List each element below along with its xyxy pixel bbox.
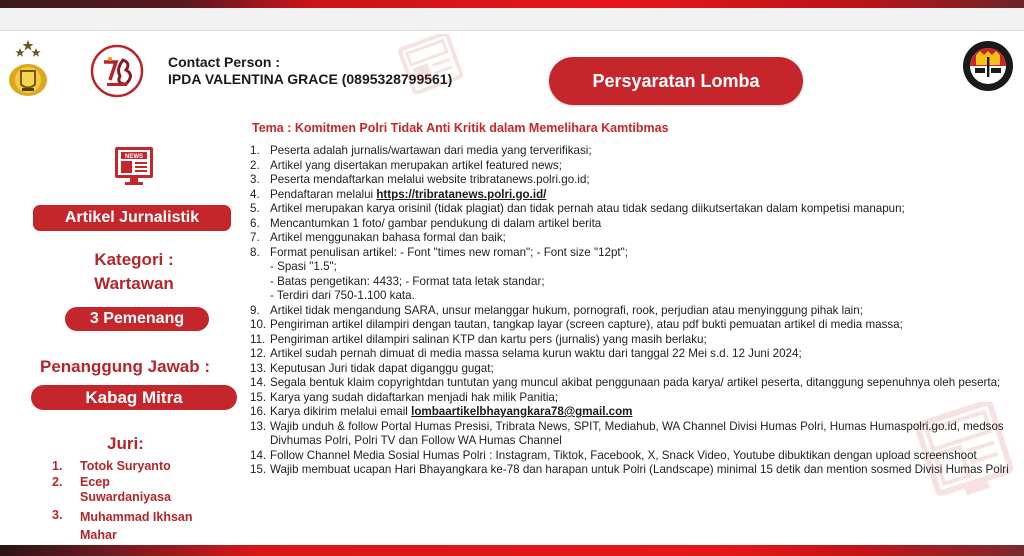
requirement-text	[270, 318, 1010, 333]
juri-number: 3.	[52, 507, 63, 522]
tema-heading: Tema : Komitmen Polri Tidak Anti Kritik dalam Memelihara Kamtibmas	[252, 121, 669, 135]
requirement-item	[250, 159, 1010, 174]
requirement-text-body: - Batas pengetikan: 4433; - Format tata letak standar;	[270, 274, 545, 288]
requirement-number: 15.	[250, 463, 267, 476]
requirement-text-body: Peserta adalah jurnalis/wartawan dari media yang terverifikasi;	[270, 144, 592, 157]
top-banner-band	[0, 0, 1024, 8]
requirement-text	[270, 260, 1010, 275]
requirement-item	[250, 275, 1010, 290]
requirement-number: 2.	[250, 158, 260, 172]
requirement-item	[250, 202, 1010, 217]
requirement-text	[270, 376, 1010, 391]
juri-name: Ecep Suwardaniyasa	[80, 474, 172, 504]
requirement-text	[270, 463, 1010, 478]
news-icon-text: NEWS	[125, 154, 143, 160]
requirement-text	[270, 289, 1010, 304]
requirement-item	[250, 318, 1010, 333]
requirement-item	[250, 333, 1010, 348]
requirement-text-body: Pengiriman artikel dilampiri salinan KTP dan kartu pers (jurnalis) yang masih berlaku;	[270, 332, 707, 346]
requirement-text-body: Pengiriman artikel dilampiri dengan tautan, tangkap layar (screen capture), atau pdf bukti pemuatan artikel di media massa;	[270, 318, 903, 331]
header-strip	[0, 8, 1024, 31]
requirement-number: 4.	[250, 187, 260, 201]
requirement-item	[250, 173, 1010, 188]
bottom-banner-band	[0, 545, 1024, 556]
requirement-number: 1.	[250, 144, 260, 157]
email-link[interactable]: lombaartikelbhayangkara78@gmail.com	[411, 405, 633, 418]
requirement-item	[250, 260, 1010, 275]
requirement-text-body: Artikel merupakan karya orisinil (tidak plagiat) dan tidak pernah atau tidak sedang diikutsertakan dalam kompetisi manapun;	[270, 202, 905, 215]
requirement-item	[250, 217, 1010, 232]
requirement-item	[250, 246, 1010, 261]
requirement-text-body: Wajib membuat ucapan Hari Bhayangkara ke-78 dan harapan untuk Polri (Landscape) minimal 15 detik dan mention sosmed Divisi Humas Polri	[270, 463, 1009, 476]
requirement-text-body: Format penulisan artikel: - Font "times new roman"; - Font size "12pt";	[270, 245, 628, 259]
requirement-item	[250, 347, 1010, 362]
news-watermark-icon	[398, 34, 464, 94]
requirement-number: 10.	[250, 318, 267, 331]
requirement-text-body: Pendaftaran melalui	[270, 187, 377, 201]
requirement-item	[250, 289, 1010, 304]
requirement-text-body: Karya dikirim melalui email	[270, 405, 412, 418]
requirement-item	[250, 188, 1010, 203]
requirement-text	[270, 449, 1010, 464]
juri-item	[52, 508, 240, 544]
juri-item	[52, 459, 240, 475]
juri-item	[52, 475, 240, 506]
requirement-item	[250, 391, 1010, 406]
requirement-number: 13.	[250, 361, 267, 375]
requirement-number: 11.	[250, 332, 266, 346]
requirement-text	[270, 202, 1010, 217]
requirement-text-body: Wajib unduh & follow Portal Humas Presisi, Tribrata News, SPIT, Mediahub, WA Channel Divisi Humas Polri, Humas Humaspolri.go.id, medsos Divhumas Polri, Polri TV dan Follow WA Humas Channel	[270, 419, 1004, 447]
requirement-text	[270, 391, 1010, 406]
requirement-text-body: Artikel menggunakan bahasa formal dan baik;	[270, 231, 506, 244]
juri-name: Muhammad Ikhsan Mahar	[80, 509, 193, 542]
requirement-text	[270, 405, 1010, 420]
requirement-text-body: - Spasi "1.5";	[270, 260, 337, 273]
requirement-item	[250, 362, 1010, 377]
requirement-text	[270, 231, 1010, 246]
requirement-text	[270, 144, 1010, 159]
requirement-text-body: Follow Channel Media Sosial Humas Polri : Instagram, Tiktok, Facebook, X, Snack Video, Youtube dibuktikan dengan upload screenshoot	[270, 448, 977, 462]
divhumas-emblem-logo	[962, 40, 1014, 92]
requirement-text	[270, 173, 1010, 188]
requirement-number: 7.	[250, 231, 260, 244]
requirement-text	[270, 188, 1010, 203]
requirement-text	[270, 304, 1010, 319]
requirement-text-body: Artikel tidak mengandung SARA, unsur melanggar hukum, pornografi, rook, perjudian atau menyinggung pihak lain;	[270, 303, 863, 317]
requirement-item	[250, 405, 1010, 420]
contact-label: Contact Person :	[168, 54, 281, 70]
registration-link[interactable]: https://tribratanews.polri.go.id/	[376, 187, 547, 201]
requirement-number: 9.	[250, 303, 260, 317]
requirement-text	[270, 347, 1010, 362]
juri-number: 2.	[52, 474, 63, 489]
requirement-text-body: - Terdiri dari 750-1.100 kata.	[270, 289, 415, 302]
requirement-number: 6.	[250, 216, 260, 230]
requirement-item	[250, 304, 1010, 319]
requirement-item	[250, 231, 1010, 246]
requirement-text-body: Artikel yang disertakan merupakan artikel featured news;	[270, 158, 562, 172]
requirement-item	[250, 449, 1010, 464]
requirements-list	[250, 144, 1010, 478]
persyaratan-lomba-button[interactable]: Persyaratan Lomba	[549, 57, 803, 105]
anniversary-78-logo	[90, 44, 144, 98]
requirement-number: 14.	[250, 448, 267, 462]
requirement-text	[270, 362, 1010, 377]
requirement-text	[270, 275, 1010, 290]
requirement-text	[270, 246, 1010, 261]
requirement-item	[250, 376, 1010, 391]
juri-list	[52, 459, 240, 544]
requirement-number: 8.	[250, 245, 260, 259]
winners-pill: 3 Pemenang	[65, 307, 209, 331]
requirement-item	[250, 420, 1010, 449]
requirement-number: 12.	[250, 347, 267, 360]
requirement-item	[250, 463, 1010, 478]
juri-number: 1.	[52, 459, 63, 473]
category-pill: Artikel Jurnalistik	[33, 205, 231, 231]
requirement-text	[270, 159, 1010, 174]
kategori-label: Kategori :	[94, 250, 174, 269]
penanggung-jawab-label: Penanggung Jawab :	[40, 357, 211, 376]
requirement-number: 3.	[250, 173, 260, 186]
requirement-number: 13.	[250, 419, 267, 433]
polri-emblem-logo	[8, 40, 48, 98]
requirement-text-body: Artikel sudah pernah dimuat di media massa selama kurun waktu dari tanggal 22 Mei s.d. 12 Juni 2024;	[270, 347, 802, 360]
requirement-number: 16.	[250, 405, 267, 418]
requirement-text-body: Peserta mendaftarkan melalui website tribratanews.polri.go.id;	[270, 173, 590, 186]
requirement-number: 15.	[250, 390, 267, 404]
penanggung-jawab-pill: Kabag Mitra	[31, 385, 237, 410]
requirement-number: 5.	[250, 202, 260, 215]
requirement-text	[270, 420, 1010, 449]
juri-title: Juri:	[107, 434, 144, 453]
requirement-text-body: Mencantumkan 1 foto/ gambar pendukung di dalam artikel berita	[270, 216, 602, 230]
requirement-text	[270, 333, 1010, 348]
requirement-text-body: Keputusan Juri tidak dapat diganggu gugat;	[270, 361, 494, 375]
kategori-value: Wartawan	[94, 274, 174, 293]
news-monitor-icon	[112, 144, 156, 188]
requirement-number: 14.	[250, 376, 267, 389]
requirement-text	[270, 217, 1010, 232]
juri-name: Totok Suryanto	[80, 459, 171, 473]
contact-value: IPDA VALENTINA GRACE (0895328799561)	[168, 71, 453, 87]
requirement-text-body: Karya yang sudah didaftarkan menjadi hak milik Panitia;	[270, 390, 559, 404]
requirement-text-body: Segala bentuk klaim copyrightdan tuntutan yang muncul akibat penggunaan pada karya/ artikel peserta, ditanggung sepenuhnya oleh peserta;	[270, 376, 1001, 389]
requirement-item	[250, 144, 1010, 159]
